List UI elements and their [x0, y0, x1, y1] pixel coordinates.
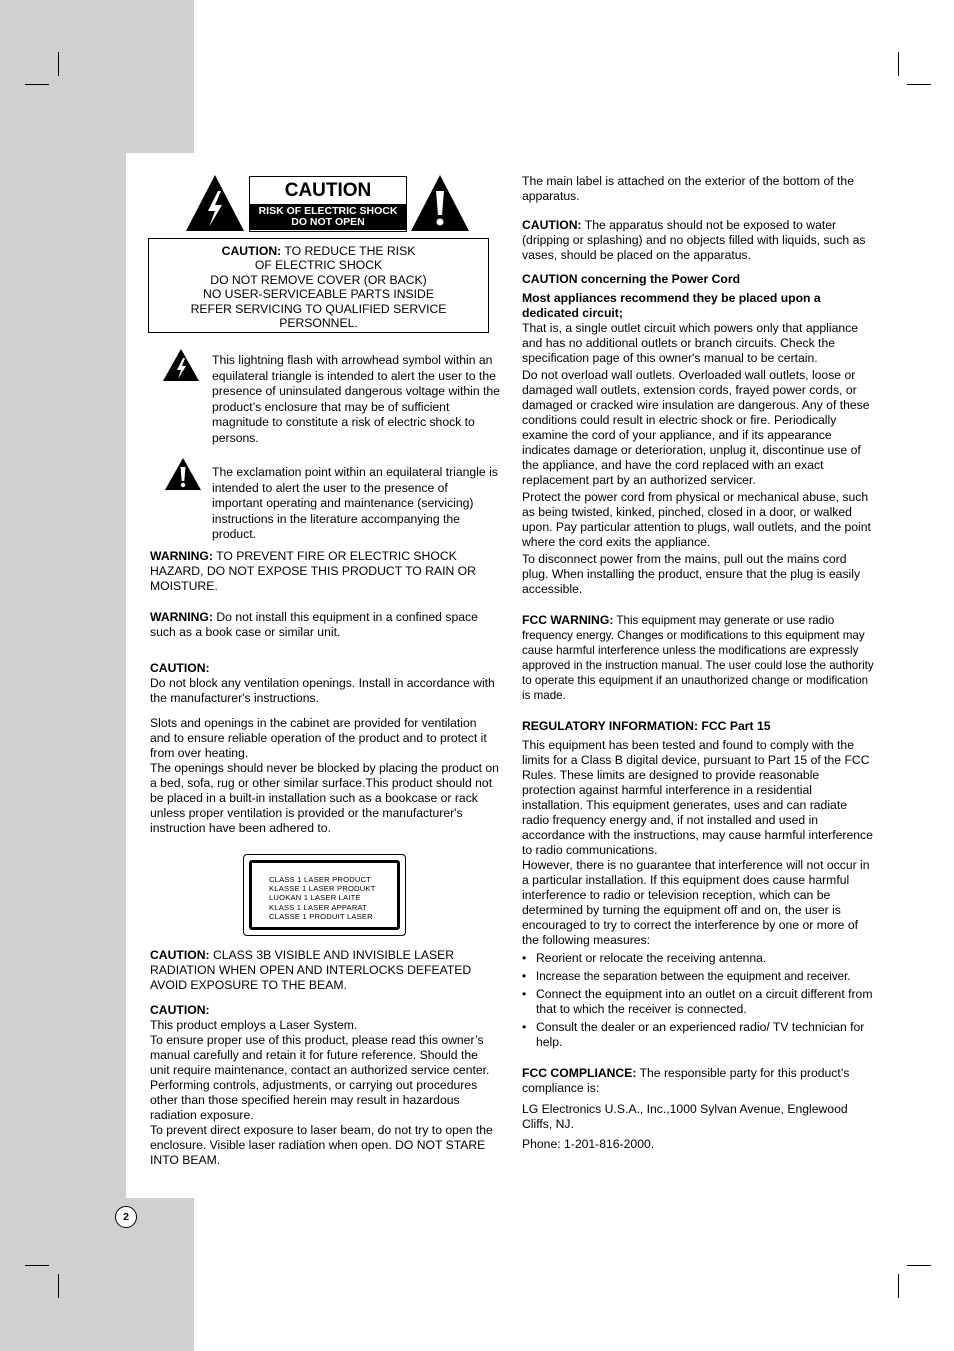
caution-sub-line-2: DO NOT OPEN [291, 216, 365, 228]
crop-mark [25, 84, 49, 85]
fcc-warning-text: This equipment may generate or use radio frequency energy. Changes or modifications to this equipment may cause harmful interference unless the modifications are expressly approved in the instruction manual. The user could lose the authority to operate this equipment if an unauthorized change or modification is made. [522, 614, 874, 702]
crop-mark [25, 1265, 49, 1266]
measures-list [522, 951, 876, 1050]
caution-label-box [249, 176, 407, 232]
caution-laser-radiation [150, 948, 500, 993]
left-column-bottom [150, 948, 500, 1168]
box-line-2: OF ELECTRIC SHOCK [254, 258, 383, 273]
caution-laser-text: CLASS 3B VISIBLE AND INVISIBLE LASER RADIATION WHEN OPEN AND INTERLOCKS DEFEATED AVOID EXPOSURE TO THE BEAM. [150, 948, 472, 992]
crop-mark [898, 1274, 899, 1298]
warning-confined-label: WARNING: [150, 610, 213, 624]
box-line-5: REFER SERVICING TO QUALIFIED SERVICE [190, 301, 447, 316]
caution-subtitle [250, 204, 406, 230]
phone: Phone: 1-201-816-2000. [522, 1137, 655, 1151]
lightning-warning-icon [184, 173, 246, 233]
shock-warning-box [148, 238, 489, 333]
crop-mark [58, 52, 59, 76]
exclamation-explanation: The exclamation point within an equilateral triangle is intended to alert the user to the presence of important operating and maintenance (servicing) instructions in the literature accompanying the product. [212, 465, 498, 542]
box-line-4: NO USER-SERVICEABLE PARTS INSIDE [203, 287, 434, 302]
crop-mark [907, 84, 931, 85]
overload-paragraph: Do not overload wall outlets. Overloaded wall outlets, loose or damaged wall outlets, extension cords, frayed power cords, or damaged or cracked wire insulation are dangerous. Any of these conditions could result in electric shock or fire. Periodically examine the cord of your appliance, and if its appearance indicates damage or deterioration, unplug it, discontinue use of the appliance, and have the cord replaced with an exact replacement part by an authorized servicer. [522, 368, 870, 487]
lightning-explanation: This lightning flash with arrowhead symbol within an equilateral triangle is intended to alert the user to the presence of uninsulated dangerous voltage within the product’s enclosure that may be of sufficient magnitude to constitute a risk of electric shock to persons. [212, 353, 500, 445]
laser-line: KLASSE 1 LASER PRODUKT [269, 884, 376, 894]
laser-product-label [243, 854, 406, 936]
caution-laser-system-label: CAUTION: [150, 1003, 210, 1017]
box-line-1: TO REDUCE THE RISK [281, 244, 416, 258]
warning-rain-text: TO PREVENT FIRE OR ELECTRIC SHOCK HAZARD, DO NOT EXPOSE THIS PRODUCT TO RAIN OR MOISTURE. [150, 549, 476, 593]
list-item: • Consult the dealer or an experienced radio/ TV technician for help. [522, 1020, 876, 1050]
disconnect-paragraph: To disconnect power from the mains, pull out the mains cord plug. When installing the product, ensure that the plug is easily accessible. [522, 552, 861, 596]
list-item: • Reorient or relocate the receiving antenna. [522, 951, 876, 966]
caution-water-text: The apparatus should not be exposed to water (dripping or splashing) and no objects filled with liquids, such as vases, should be placed on the apparatus. [522, 218, 866, 262]
however-paragraph: However, there is no guarantee that interference will not occur in a particular installation. If this equipment does cause harmful interference to radio or television reception, which can be determined by turning the equipment off and on, the user is encouraged to try to correct the interference by one or more of the following measures: [522, 858, 870, 947]
single-outlet-paragraph: That is, a single outlet circuit which powers only that appliance and has no additional outlets or branch circuits. Check the specification page of this owner's manual to be certain. [522, 321, 859, 365]
list-item: • Increase the separation between the equipment and receiver. [522, 969, 876, 984]
caution-water [522, 218, 876, 263]
main-label-note: The main label is attached on the exterior of the bottom of the apparatus. [522, 174, 854, 203]
laser-system-p1: This product employs a Laser System. [150, 1018, 358, 1032]
caution-title: CAUTION [284, 179, 372, 201]
fcc-compliance [522, 1066, 876, 1096]
laser-label-inner [249, 860, 400, 930]
caution-water-label: CAUTION: [522, 218, 582, 232]
crop-mark [898, 52, 899, 76]
laser-line: CLASS 1 LASER PRODUCT [269, 875, 372, 884]
laser-line: KLASS 1 LASER APPARAT [269, 902, 368, 912]
crop-mark [58, 1274, 59, 1298]
laser-line: CLASSE 1 PRODUIT LASER [269, 911, 373, 921]
appliances-heading: Most appliances recommend they be placed upon a dedicated circuit; [522, 291, 821, 320]
fcc-compliance-text: The responsible party for this product’s compliance is: [522, 1066, 850, 1095]
exclamation-warning-icon [409, 173, 471, 233]
power-cord-heading: CAUTION concerning the Power Cord [522, 272, 741, 286]
crop-mark [907, 1265, 931, 1266]
list-item: • Connect the equipment into an outlet on a circuit different from that to which the receiver is connected. [522, 987, 876, 1017]
warning-rain [150, 549, 500, 594]
right-column [522, 174, 876, 1152]
fcc-warning [522, 613, 876, 703]
laser-system-p3: Performing controls, adjustments, or carrying out procedures other than those specified herein may result in hazardous radiation exposure. [150, 1078, 478, 1122]
regulatory-paragraph: This equipment has been tested and found to comply with the limits for a Class B digital device, pursuant to Part 15 of the FCC Rules. These limits are designed to provide reasonable protection against harmful interference in a residential installation. This equipment generates, uses and can radiate radio frequency energy and, if not installed and used in accordance with the instructions, may cause harmful interference to radio communications. [522, 738, 873, 857]
left-column [150, 549, 500, 836]
fcc-compliance-label: FCC COMPLIANCE: [522, 1066, 637, 1080]
caution-sub-line-1: RISK OF ELECTRIC SHOCK [258, 205, 398, 217]
laser-system-p4: To prevent direct exposure to laser beam, do not try to open the enclosure. Visible laser radiation when open. DO NOT STARE INTO BEAM. [150, 1123, 493, 1167]
warning-confined-text: Do not install this equipment in a confined space such as a book case or similar unit. [150, 610, 478, 639]
exclamation-symbol-icon [164, 457, 202, 491]
caution-ventilation-text: Do not block any ventilation openings. Install in accordance with the manufacturer's instructions. [150, 676, 495, 705]
box-caution-label: CAUTION: [221, 244, 282, 258]
openings-paragraph: The openings should never be blocked by placing the product on a bed, sofa, rug or other similar surface.This product should not be placed in a built-in installation such as a bookcase or rack unless proper ventilation is provided or the manufacturer's instruction have been adhered to. [150, 761, 499, 835]
box-line-3: DO NOT REMOVE COVER (OR BACK) [210, 272, 427, 287]
page-number: 2 [115, 1206, 137, 1228]
caution-laser-label: CAUTION: [150, 948, 210, 962]
lightning-symbol-icon [162, 348, 200, 382]
laser-label-text [269, 875, 376, 921]
fcc-warning-label: FCC WARNING: [522, 613, 614, 627]
protect-cord-paragraph: Protect the power cord from physical or mechanical abuse, such as being twisted, kinked, pinched, closed in a door, or walked upon. Pay particular attention to plugs, wall outlets, and the point where the cord exits the appliance. [522, 490, 871, 549]
address: LG Electronics U.S.A., Inc.,1000 Sylvan Avenue, Englewood Cliffs, NJ. [522, 1102, 848, 1131]
slots-paragraph: Slots and openings in the cabinet are provided for ventilation and to ensure reliable operation of the product and to protect it from over heating. [150, 716, 487, 760]
warning-confined [150, 610, 500, 640]
laser-system-p2: To ensure proper use of this product, please read this owner’s manual carefully and retain it for future reference. Should the unit require maintenance, contact an authorized service center. [150, 1033, 490, 1077]
regulatory-heading: REGULATORY INFORMATION: FCC Part 15 [522, 719, 771, 733]
warning-rain-label: WARNING: [150, 549, 213, 563]
box-line-6: PERSONNEL. [279, 316, 358, 331]
laser-line: LUOKAN 1 LASER LAITE [269, 893, 361, 903]
caution-ventilation-label: CAUTION: [150, 661, 210, 675]
